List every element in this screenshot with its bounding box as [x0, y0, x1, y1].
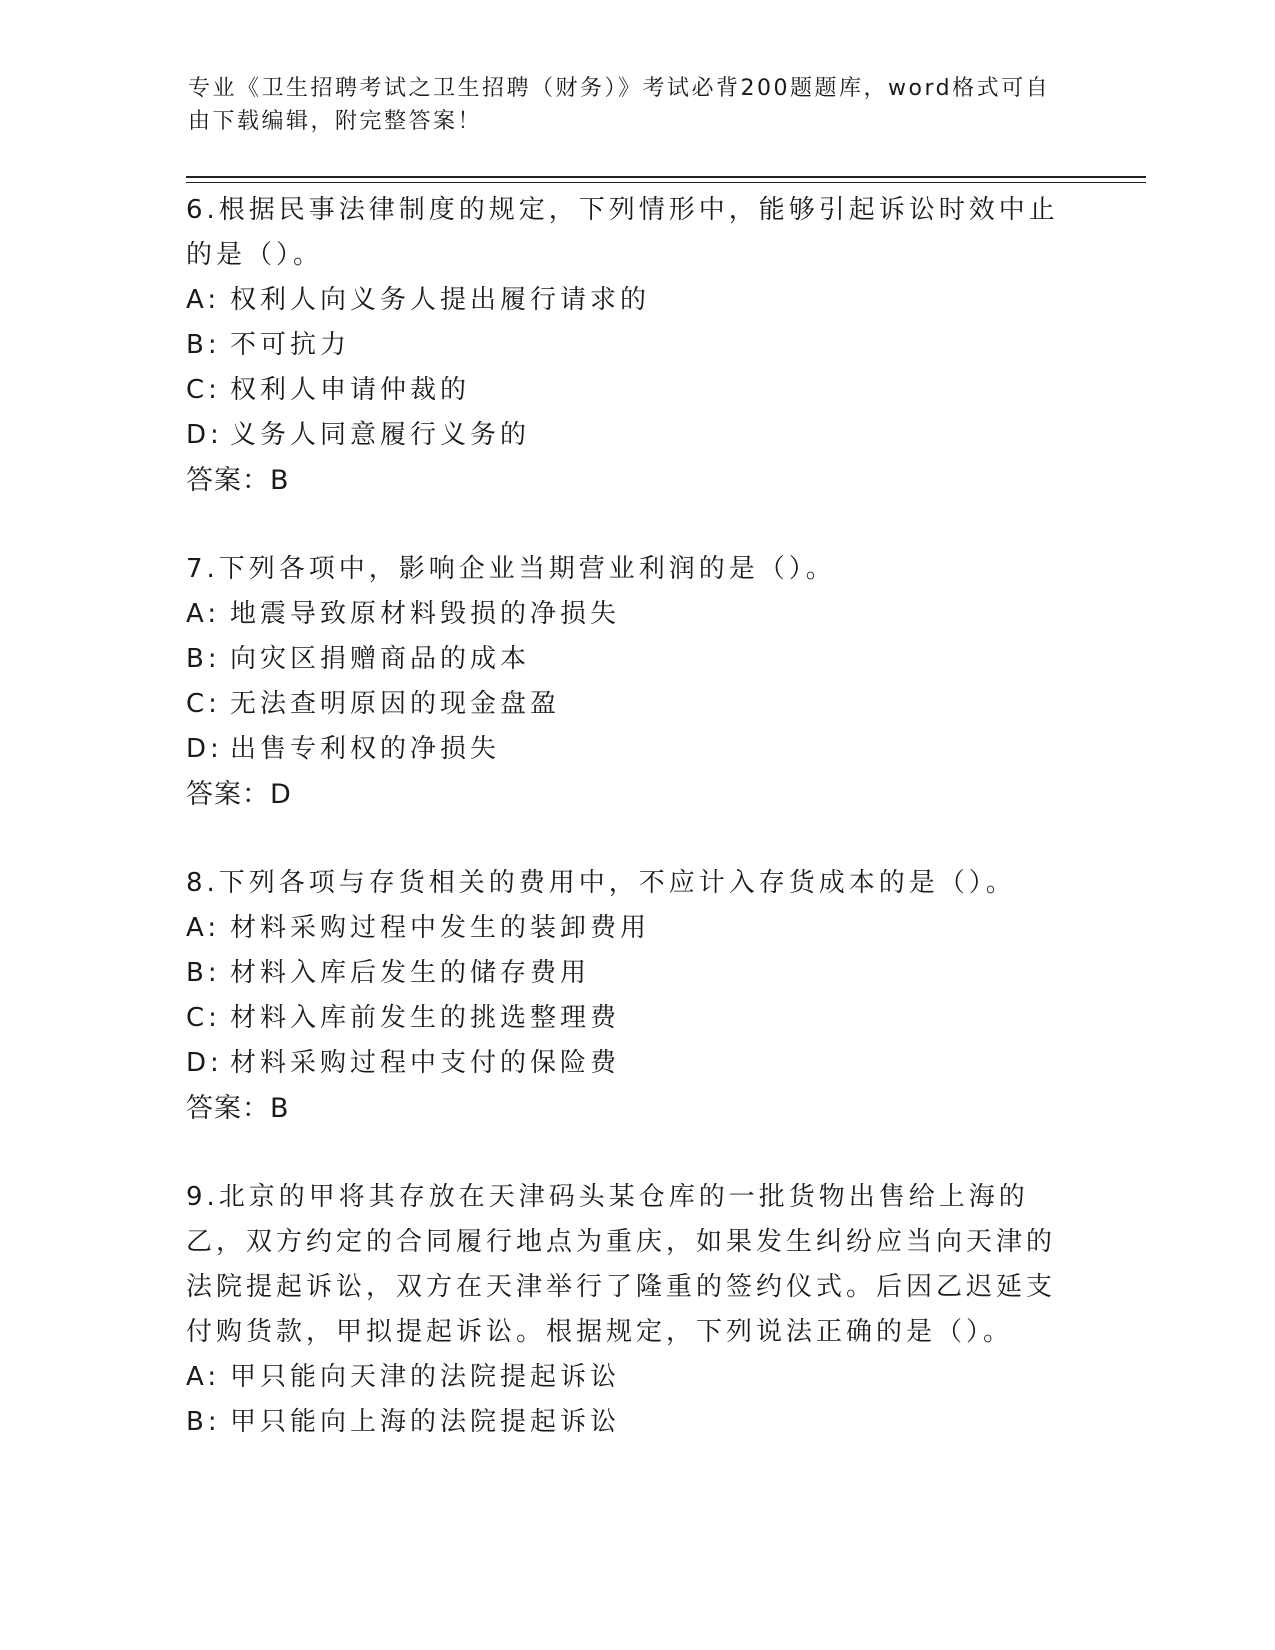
option-text: 义务人同意履行义务的: [230, 420, 531, 450]
option-letter: C:: [186, 1003, 221, 1033]
question-stem: 8.下列各项与存货相关的费用中，不应计入存货成本的是（）。: [186, 868, 1016, 898]
option-d: [186, 1041, 1066, 1086]
option-d: [186, 727, 1066, 772]
option-c: [186, 368, 1066, 413]
question-stem: 9.北京的甲将其存放在天津码头某仓库的一批货物出售给上海的乙，双方约定的合同履行地点为重庆，如果发生纠纷应当向天津的法院提起诉讼，双方在天津举行了隆重的签约仪式。后因乙迟延支付购货款，甲拟提起诉讼。根据规定，下列说法正确的是（）。: [186, 1182, 1057, 1347]
option-letter: A:: [186, 913, 221, 943]
option-a: [186, 592, 1066, 637]
option-b: [186, 637, 1066, 682]
header-divider-thick: [186, 176, 1146, 178]
option-letter: B:: [186, 958, 221, 988]
question-7: [186, 547, 1066, 817]
option-b: [186, 1400, 1066, 1445]
option-letter: C:: [186, 375, 221, 405]
question-6: [186, 188, 1066, 503]
option-text: 权利人向义务人提出履行请求的: [230, 285, 651, 315]
option-letter: B:: [186, 1407, 221, 1437]
option-text: 出售专利权的净损失: [230, 734, 501, 764]
question-8: [186, 861, 1066, 1131]
option-c: [186, 996, 1066, 1041]
option-text: 地震导致原材料毁损的净损失: [230, 599, 621, 629]
option-a: [186, 906, 1066, 951]
question-9: [186, 1175, 1066, 1445]
option-letter: D:: [186, 420, 223, 450]
option-letter: B:: [186, 644, 221, 674]
option-text: 无法查明原因的现金盘盈: [230, 689, 561, 719]
question-list: [186, 188, 1066, 1489]
option-text: 不可抗力: [230, 330, 351, 360]
option-letter: C:: [186, 689, 221, 719]
option-text: 材料采购过程中发生的装卸费用: [230, 913, 651, 943]
question-stem: 7.下列各项中，影响企业当期营业利润的是（）。: [186, 554, 836, 584]
option-a: [186, 1355, 1066, 1400]
answer-line: 答案：B: [186, 465, 290, 496]
option-text: 甲只能向天津的法院提起诉讼: [230, 1362, 621, 1392]
option-text: 向灾区捐赠商品的成本: [230, 644, 531, 674]
question-stem: 6.根据民事法律制度的规定，下列情形中，能够引起诉讼时效中止的是（）。: [186, 195, 1059, 270]
option-letter: D:: [186, 734, 223, 764]
option-b: [186, 951, 1066, 996]
option-a: [186, 278, 1066, 323]
option-c: [186, 682, 1066, 727]
option-letter: B:: [186, 330, 221, 360]
option-d: [186, 413, 1066, 458]
option-letter: A:: [186, 1362, 221, 1392]
document-intro: 专业《卫生招聘考试之卫生招聘（财务）》考试必背200题题库，word格式可自由下载编辑，附完整答案！: [188, 76, 1051, 134]
answer-line: 答案：B: [186, 1093, 290, 1124]
header-divider-thin: [186, 182, 1146, 183]
option-letter: D:: [186, 1048, 223, 1078]
option-b: [186, 323, 1066, 368]
option-text: 权利人申请仲裁的: [230, 375, 471, 405]
option-text: 甲只能向上海的法院提起诉讼: [230, 1407, 621, 1437]
option-text: 材料入库前发生的挑选整理费: [230, 1003, 621, 1033]
answer-line: 答案：D: [186, 779, 292, 810]
option-letter: A:: [186, 285, 221, 315]
option-text: 材料采购过程中支付的保险费: [230, 1048, 621, 1078]
option-letter: A:: [186, 599, 221, 629]
option-text: 材料入库后发生的储存费用: [230, 958, 591, 988]
